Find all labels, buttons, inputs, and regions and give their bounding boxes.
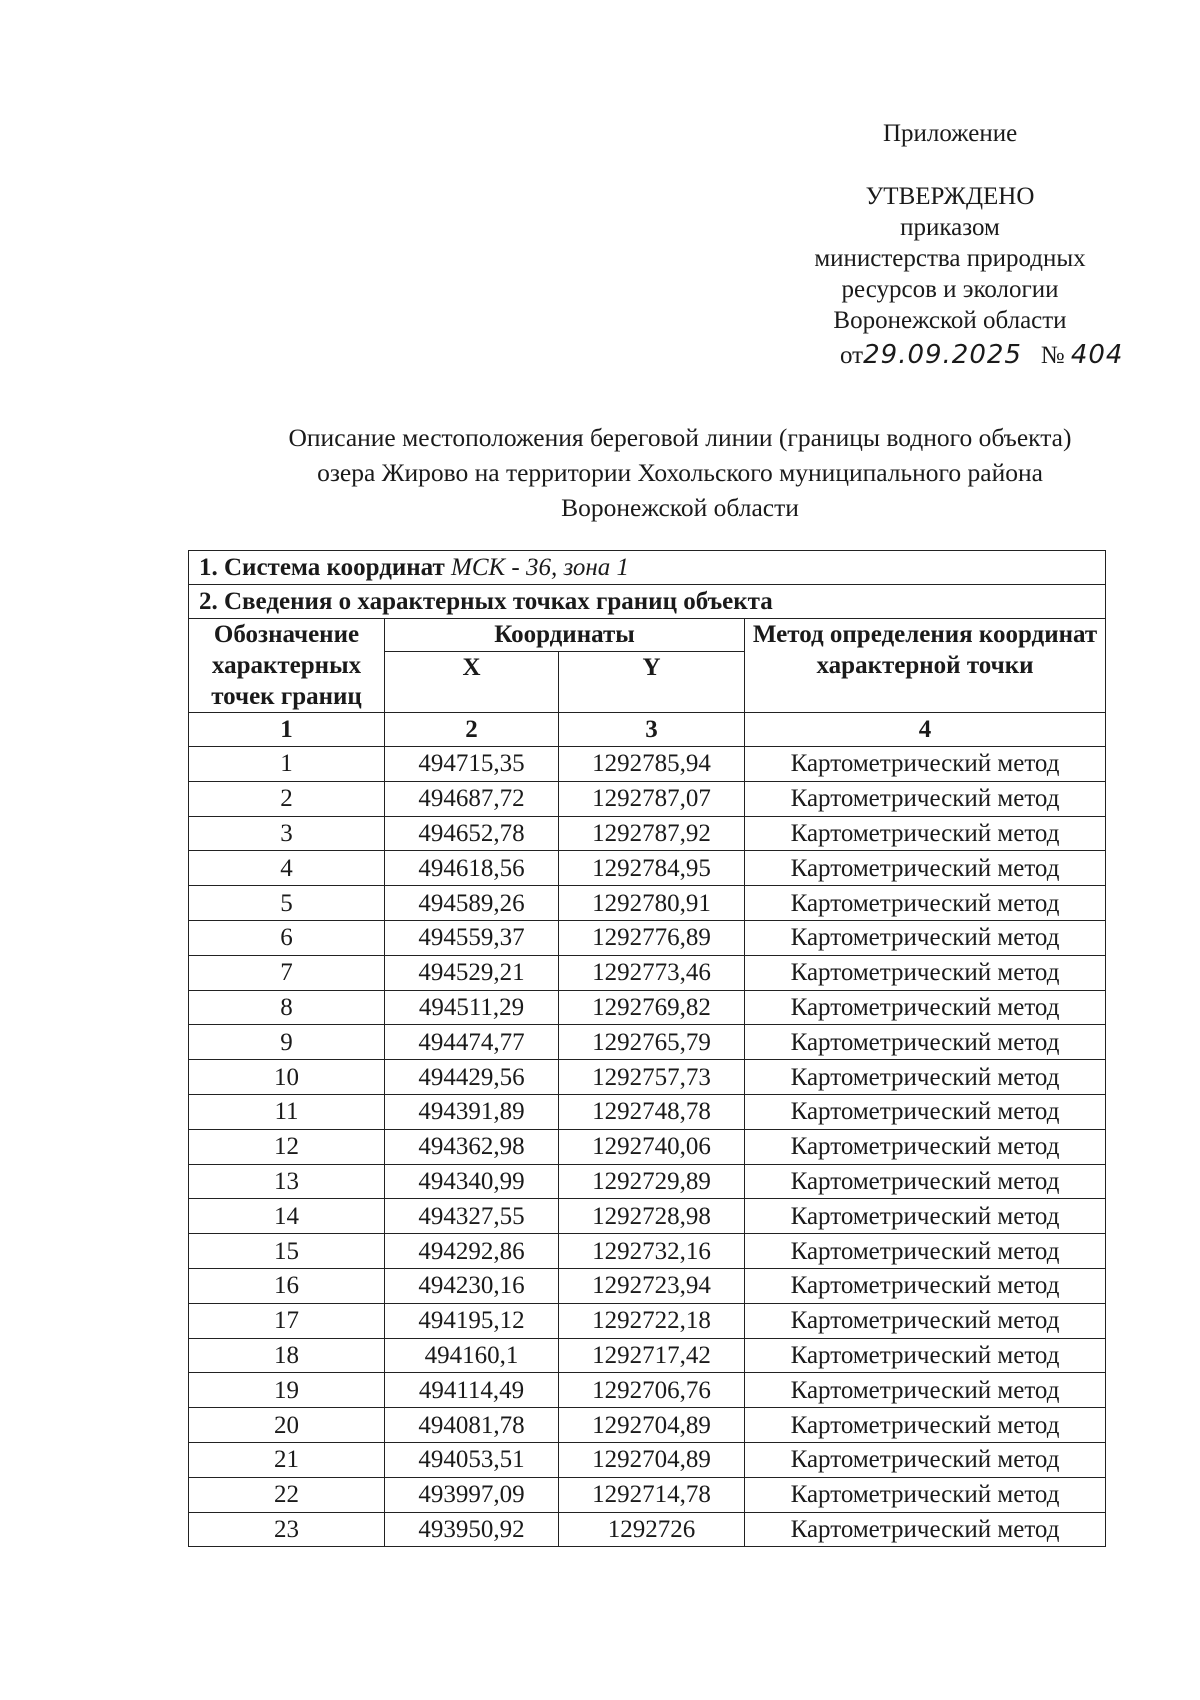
method-cell: Картометрический метод — [745, 1303, 1106, 1338]
x-coordinate-cell: 494618,56 — [385, 851, 559, 886]
approval-line: Воронежской области — [833, 307, 1067, 334]
method-cell: Картометрический метод — [745, 851, 1106, 886]
point-number-cell: 3 — [189, 816, 385, 851]
point-number-cell: 6 — [189, 920, 385, 955]
table-row — [189, 1442, 1106, 1477]
x-coordinate-cell: 494559,37 — [385, 920, 559, 955]
method-cell: Картометрический метод — [745, 1164, 1106, 1199]
table-row — [189, 1164, 1106, 1199]
table-row — [189, 851, 1106, 886]
y-coordinate-cell: 1292748,78 — [559, 1094, 745, 1129]
header-coordinates: Координаты — [385, 619, 745, 652]
point-number-cell: 11 — [189, 1094, 385, 1129]
point-number-cell: 4 — [189, 851, 385, 886]
table-row — [189, 1234, 1106, 1269]
y-coordinate-cell: 1292722,18 — [559, 1303, 745, 1338]
y-coordinate-cell: 1292773,46 — [559, 955, 745, 990]
x-coordinate-cell: 494511,29 — [385, 990, 559, 1025]
method-cell: Картометрический метод — [745, 1129, 1106, 1164]
table-row — [189, 1338, 1106, 1373]
point-number-cell: 21 — [189, 1442, 385, 1477]
approval-block — [760, 118, 1140, 373]
method-cell: Картометрический метод — [745, 990, 1106, 1025]
point-number-cell: 10 — [189, 1060, 385, 1095]
column-number: 4 — [745, 713, 1106, 747]
point-number-cell: 18 — [189, 1338, 385, 1373]
x-coordinate-cell: 494195,12 — [385, 1303, 559, 1338]
date-prefix: от — [840, 342, 864, 369]
table-row — [189, 1025, 1106, 1060]
header-method: Метод определения координат характерной точки — [745, 619, 1106, 713]
method-cell: Картометрический метод — [745, 816, 1106, 851]
method-cell: Картометрический метод — [745, 1338, 1106, 1373]
approval-line: приказом — [900, 214, 1000, 241]
method-cell: Картометрический метод — [745, 781, 1106, 816]
table-row — [189, 1060, 1106, 1095]
coordinate-system-row — [189, 551, 1106, 585]
y-coordinate-cell: 1292740,06 — [559, 1129, 745, 1164]
y-coordinate-cell: 1292757,73 — [559, 1060, 745, 1095]
method-cell: Картометрический метод — [745, 955, 1106, 990]
y-coordinate-cell: 1292726 — [559, 1512, 745, 1547]
point-number-cell: 16 — [189, 1268, 385, 1303]
method-cell: Картометрический метод — [745, 1094, 1106, 1129]
y-coordinate-cell: 1292776,89 — [559, 920, 745, 955]
y-coordinate-cell: 1292784,95 — [559, 851, 745, 886]
method-cell: Картометрический метод — [745, 1234, 1106, 1269]
point-number-cell: 12 — [189, 1129, 385, 1164]
x-coordinate-cell: 493950,92 — [385, 1512, 559, 1547]
point-number-cell: 9 — [189, 1025, 385, 1060]
handwritten-number: 404 — [1070, 340, 1124, 370]
header-x: X — [385, 652, 559, 713]
y-coordinate-cell: 1292704,89 — [559, 1408, 745, 1443]
document-title — [190, 420, 1170, 525]
approved-label: УТВЕРЖДЕНО — [865, 183, 1035, 210]
point-number-cell: 15 — [189, 1234, 385, 1269]
x-coordinate-cell: 494589,26 — [385, 886, 559, 921]
point-number-cell: 17 — [189, 1303, 385, 1338]
point-number-cell: 1 — [189, 747, 385, 782]
points-info-row — [189, 585, 1106, 619]
x-coordinate-cell: 494327,55 — [385, 1199, 559, 1234]
coordinates-table — [188, 550, 1106, 1547]
header-y: Y — [559, 652, 745, 713]
point-number-cell: 13 — [189, 1164, 385, 1199]
coordinate-system-cell — [189, 551, 1106, 585]
x-coordinate-cell: 494474,77 — [385, 1025, 559, 1060]
table-row — [189, 1408, 1106, 1443]
point-number-cell: 5 — [189, 886, 385, 921]
table-row — [189, 1129, 1106, 1164]
x-coordinate-cell: 494391,89 — [385, 1094, 559, 1129]
method-cell: Картометрический метод — [745, 1408, 1106, 1443]
column-number-row — [189, 713, 1106, 747]
table-row — [189, 990, 1106, 1025]
table-row — [189, 955, 1106, 990]
y-coordinate-cell: 1292723,94 — [559, 1268, 745, 1303]
x-coordinate-cell: 494292,86 — [385, 1234, 559, 1269]
table-row — [189, 747, 1106, 782]
y-coordinate-cell: 1292714,78 — [559, 1477, 745, 1512]
coordinate-system-value: МСК - 36, зона 1 — [451, 553, 630, 581]
x-coordinate-cell: 494687,72 — [385, 781, 559, 816]
table-row — [189, 886, 1106, 921]
method-cell: Картометрический метод — [745, 1199, 1106, 1234]
y-coordinate-cell: 1292785,94 — [559, 747, 745, 782]
table-row — [189, 781, 1106, 816]
title-line: Воронежской области — [561, 493, 799, 522]
point-number-cell: 23 — [189, 1512, 385, 1547]
point-number-cell: 22 — [189, 1477, 385, 1512]
x-coordinate-cell: 494053,51 — [385, 1442, 559, 1477]
approval-line: ресурсов и экологии — [841, 276, 1059, 303]
point-number-cell: 2 — [189, 781, 385, 816]
table-row — [189, 1373, 1106, 1408]
table-row — [189, 1268, 1106, 1303]
table-row — [189, 920, 1106, 955]
point-number-cell: 19 — [189, 1373, 385, 1408]
table-body — [189, 747, 1106, 1547]
table-row — [189, 1199, 1106, 1234]
x-coordinate-cell: 494529,21 — [385, 955, 559, 990]
method-cell: Картометрический метод — [745, 1373, 1106, 1408]
table-row — [189, 816, 1106, 851]
method-cell: Картометрический метод — [745, 1268, 1106, 1303]
coordinate-system-label: 1. Система координат — [199, 553, 445, 581]
y-coordinate-cell: 1292729,89 — [559, 1164, 745, 1199]
y-coordinate-cell: 1292706,76 — [559, 1373, 745, 1408]
points-info-label: 2. Сведения о характерных точках границ объекта — [189, 585, 1106, 619]
method-cell: Картометрический метод — [745, 1025, 1106, 1060]
appendix-label: Приложение — [883, 120, 1018, 147]
x-coordinate-cell: 494081,78 — [385, 1408, 559, 1443]
y-coordinate-cell: 1292732,16 — [559, 1234, 745, 1269]
y-coordinate-cell: 1292704,89 — [559, 1442, 745, 1477]
y-coordinate-cell: 1292765,79 — [559, 1025, 745, 1060]
handwritten-date: 29.09.2025 — [863, 340, 1022, 370]
point-number-cell: 20 — [189, 1408, 385, 1443]
method-cell: Картометрический метод — [745, 920, 1106, 955]
table-row — [189, 1094, 1106, 1129]
table-row — [189, 1512, 1106, 1547]
x-coordinate-cell: 494429,56 — [385, 1060, 559, 1095]
number-sign: № — [1040, 342, 1065, 369]
method-cell: Картометрический метод — [745, 1512, 1106, 1547]
order-date-number — [760, 338, 1140, 373]
y-coordinate-cell: 1292728,98 — [559, 1199, 745, 1234]
y-coordinate-cell: 1292769,82 — [559, 990, 745, 1025]
x-coordinate-cell: 494362,98 — [385, 1129, 559, 1164]
x-coordinate-cell: 493997,09 — [385, 1477, 559, 1512]
column-number: 2 — [385, 713, 559, 747]
method-cell: Картометрический метод — [745, 747, 1106, 782]
x-coordinate-cell: 494652,78 — [385, 816, 559, 851]
header-row — [189, 619, 1106, 652]
table-row — [189, 1303, 1106, 1338]
x-coordinate-cell: 494160,1 — [385, 1338, 559, 1373]
header-point: Обозначение характерных точек границ — [189, 619, 385, 713]
table-row — [189, 1477, 1106, 1512]
y-coordinate-cell: 1292787,92 — [559, 816, 745, 851]
y-coordinate-cell: 1292780,91 — [559, 886, 745, 921]
column-number: 3 — [559, 713, 745, 747]
point-number-cell: 14 — [189, 1199, 385, 1234]
y-coordinate-cell: 1292787,07 — [559, 781, 745, 816]
title-line: Описание местоположения береговой линии (границы водного объекта) — [288, 423, 1072, 452]
column-number: 1 — [189, 713, 385, 747]
x-coordinate-cell: 494230,16 — [385, 1268, 559, 1303]
x-coordinate-cell: 494340,99 — [385, 1164, 559, 1199]
title-line: озера Жирово на территории Хохольского муниципального района — [317, 458, 1043, 487]
method-cell: Картометрический метод — [745, 1442, 1106, 1477]
method-cell: Картометрический метод — [745, 1060, 1106, 1095]
point-number-cell: 8 — [189, 990, 385, 1025]
method-cell: Картометрический метод — [745, 1477, 1106, 1512]
method-cell: Картометрический метод — [745, 886, 1106, 921]
approval-line: министерства природных — [814, 245, 1086, 272]
x-coordinate-cell: 494114,49 — [385, 1373, 559, 1408]
y-coordinate-cell: 1292717,42 — [559, 1338, 745, 1373]
x-coordinate-cell: 494715,35 — [385, 747, 559, 782]
point-number-cell: 7 — [189, 955, 385, 990]
